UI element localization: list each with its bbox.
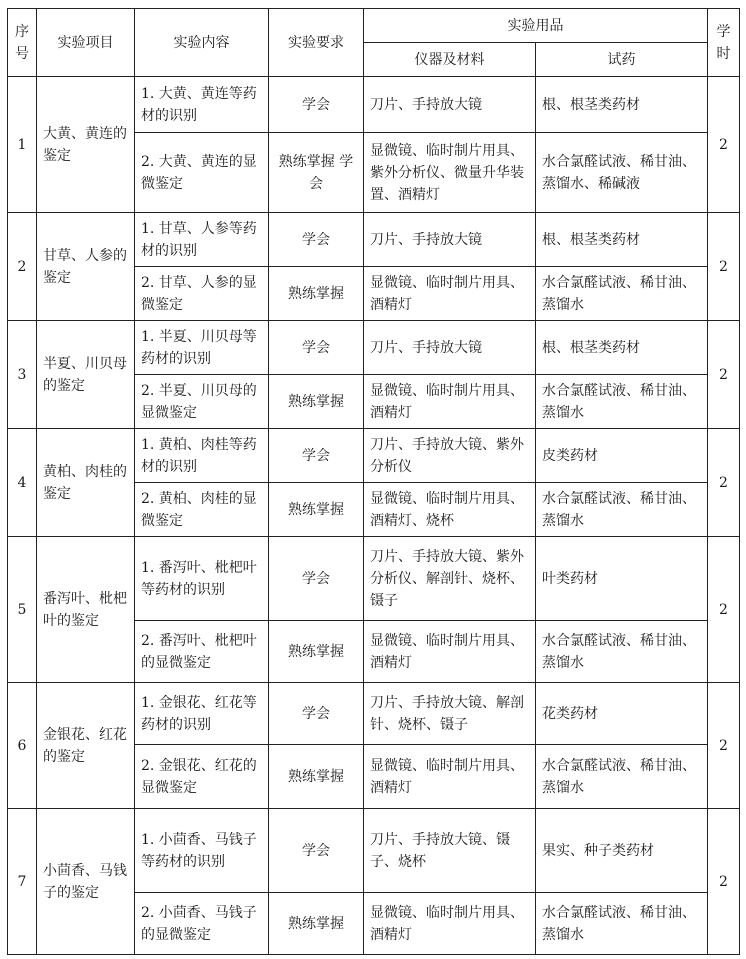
instruments-cell: 刀片、手持放大镜 [364, 213, 536, 267]
instruments-cell: 显微镜、临时制片用具、酒精灯 [364, 267, 536, 321]
seq-cell: 2 [8, 213, 37, 321]
project-cell: 甘草、人参的鉴定 [37, 213, 135, 321]
requirement-cell: 熟练掌握 [269, 483, 364, 537]
seq-cell: 7 [8, 809, 37, 955]
reagents-cell: 水合氯醛试液、稀甘油、蒸馏水 [536, 745, 708, 809]
instruments-cell: 显微镜、临时制片用具、酒精灯 [364, 893, 536, 955]
table-row [8, 213, 740, 267]
header-requirement: 实验要求 [269, 9, 364, 77]
instruments-cell: 刀片、手持放大镜 [364, 321, 536, 375]
seq-cell: 6 [8, 683, 37, 809]
seq-cell: 3 [8, 321, 37, 429]
content-cell: 1. 半夏、川贝母等药材的识别 [135, 321, 269, 375]
content-cell: 1. 金银花、红花等药材的识别 [135, 683, 269, 745]
reagents-cell: 水合氯醛试液、稀甘油、蒸馏水 [536, 267, 708, 321]
instruments-cell: 刀片、手持放大镜、镊子、烧杯 [364, 809, 536, 893]
table-row [8, 537, 740, 621]
hours-cell: 2 [708, 537, 740, 683]
instruments-cell: 显微镜、临时制片用具、酒精灯 [364, 621, 536, 683]
requirement-cell: 熟练掌握 [269, 375, 364, 429]
header-project: 实验项目 [37, 9, 135, 77]
requirement-cell: 熟练掌握 [269, 621, 364, 683]
project-cell: 半夏、川贝母的鉴定 [37, 321, 135, 429]
content-cell: 1. 甘草、人参等药材的识别 [135, 213, 269, 267]
reagents-cell: 皮类药材 [536, 429, 708, 483]
content-cell: 2. 黄柏、肉桂的显微鉴定 [135, 483, 269, 537]
header-supplies: 实验用品 [364, 9, 708, 43]
content-cell: 1. 黄柏、肉桂等药材的识别 [135, 429, 269, 483]
project-cell: 小茴香、马钱子的鉴定 [37, 809, 135, 955]
instruments-cell: 显微镜、临时制片用具、酒精灯、烧杯 [364, 483, 536, 537]
reagents-cell: 根、根茎类药材 [536, 77, 708, 133]
requirement-cell: 熟练掌握 学会 [269, 133, 364, 213]
hours-cell: 2 [708, 429, 740, 537]
content-cell: 1. 小茴香、马钱子等药材的识别 [135, 809, 269, 893]
reagents-cell: 水合氯醛试液、稀甘油、蒸馏水 [536, 621, 708, 683]
reagents-cell: 水合氯醛试液、稀甘油、蒸馏水 [536, 483, 708, 537]
instruments-cell: 刀片、手持放大镜、紫外分析仪 [364, 429, 536, 483]
experiment-schedule-table [7, 8, 740, 955]
hours-cell: 2 [708, 213, 740, 321]
content-cell: 2. 番泻叶、枇杷叶的显微鉴定 [135, 621, 269, 683]
content-cell: 2. 金银花、红花的显微鉴定 [135, 745, 269, 809]
project-cell: 番泻叶、枇杷叶的鉴定 [37, 537, 135, 683]
reagents-cell: 水合氯醛试液、稀甘油、蒸馏水 [536, 893, 708, 955]
seq-cell: 1 [8, 77, 37, 213]
requirement-cell: 学会 [269, 683, 364, 745]
header-reagents: 试药 [536, 43, 708, 77]
project-cell: 黄柏、肉桂的鉴定 [37, 429, 135, 537]
requirement-cell: 熟练掌握 [269, 267, 364, 321]
hours-cell: 2 [708, 77, 740, 213]
table-row [8, 683, 740, 745]
content-cell: 2. 半夏、川贝母的显微鉴定 [135, 375, 269, 429]
table-row [8, 77, 740, 133]
requirement-cell: 学会 [269, 321, 364, 375]
reagents-cell: 根、根茎类药材 [536, 321, 708, 375]
content-cell: 2. 甘草、人参的显微鉴定 [135, 267, 269, 321]
hours-cell: 2 [708, 683, 740, 809]
hours-cell: 2 [708, 809, 740, 955]
requirement-cell: 学会 [269, 77, 364, 133]
requirement-cell: 熟练掌握 [269, 893, 364, 955]
header-seq: 序号 [8, 9, 37, 77]
instruments-cell: 刀片、手持放大镜、解剖针、烧杯、镊子 [364, 683, 536, 745]
instruments-cell: 刀片、手持放大镜、紫外分析仪、解剖针、烧杯、镊子 [364, 537, 536, 621]
reagents-cell: 水合氯醛试液、稀甘油、蒸馏水、稀碱液 [536, 133, 708, 213]
reagents-cell: 水合氯醛试液、稀甘油、蒸馏水 [536, 375, 708, 429]
content-cell: 1. 大黄、黄连等药材的识别 [135, 77, 269, 133]
reagents-cell: 根、根茎类药材 [536, 213, 708, 267]
requirement-cell: 学会 [269, 809, 364, 893]
instruments-cell: 显微镜、临时制片用具、酒精灯 [364, 745, 536, 809]
reagents-cell: 叶类药材 [536, 537, 708, 621]
seq-cell: 4 [8, 429, 37, 537]
header-hours: 学时 [708, 9, 740, 77]
requirement-cell: 学会 [269, 213, 364, 267]
table-row [8, 429, 740, 483]
header-content: 实验内容 [135, 9, 269, 77]
hours-cell: 2 [708, 321, 740, 429]
table-row [8, 809, 740, 893]
requirement-cell: 学会 [269, 429, 364, 483]
header-row [8, 9, 740, 43]
content-cell: 2. 大黄、黄连的显微鉴定 [135, 133, 269, 213]
reagents-cell: 果实、种子类药材 [536, 809, 708, 893]
table-row [8, 321, 740, 375]
instruments-cell: 显微镜、临时制片用具、酒精灯 [364, 375, 536, 429]
instruments-cell: 显微镜、临时制片用具、紫外分析仪、微量升华装置、酒精灯 [364, 133, 536, 213]
seq-cell: 5 [8, 537, 37, 683]
requirement-cell: 学会 [269, 537, 364, 621]
content-cell: 2. 小茴香、马钱子的显微鉴定 [135, 893, 269, 955]
project-cell: 大黄、黄连的鉴定 [37, 77, 135, 213]
reagents-cell: 花类药材 [536, 683, 708, 745]
header-instruments: 仪器及材料 [364, 43, 536, 77]
requirement-cell: 熟练掌握 [269, 745, 364, 809]
project-cell: 金银花、红花的鉴定 [37, 683, 135, 809]
content-cell: 1. 番泻叶、枇杷叶等药材的识别 [135, 537, 269, 621]
instruments-cell: 刀片、手持放大镜 [364, 77, 536, 133]
